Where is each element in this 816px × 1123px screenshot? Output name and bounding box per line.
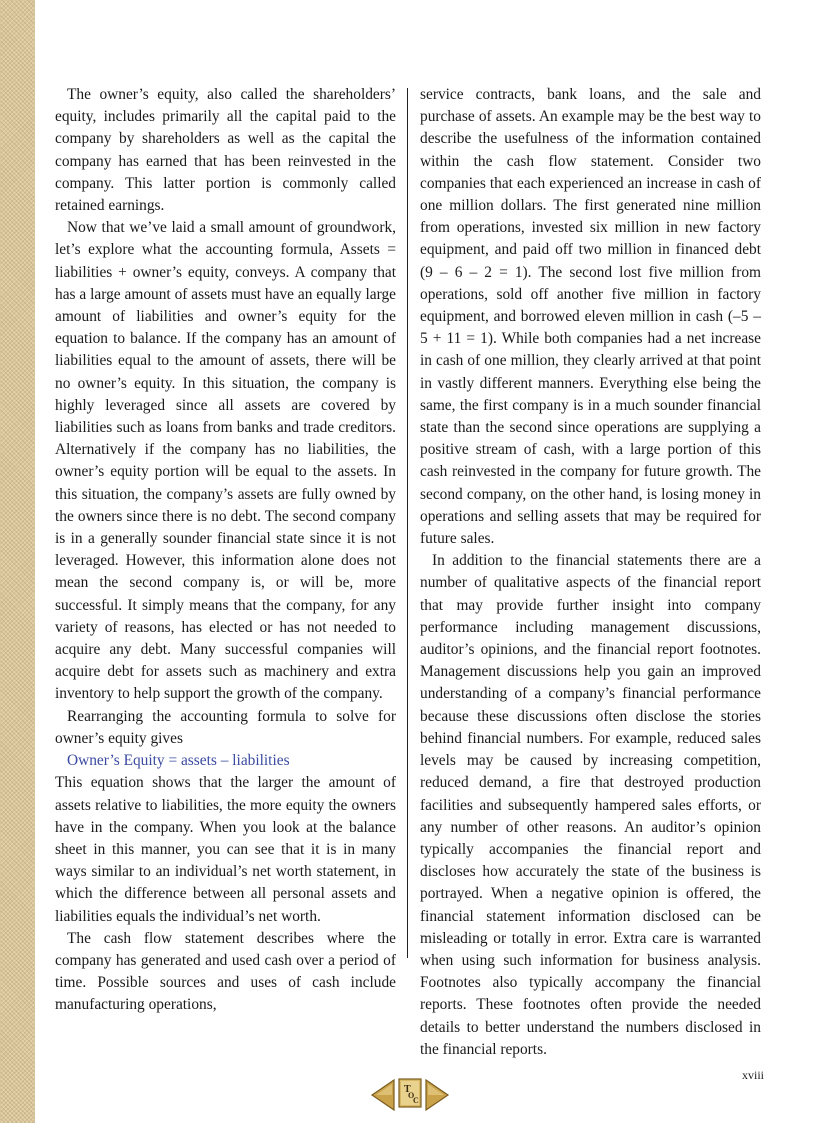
left-column: [55, 84, 396, 1017]
paragraph-cash-flow-statement: The cash flow statement describes where the company has generated and used cash over a period of time. Possible sources and uses of cash include manufacturing operations,: [55, 929, 396, 1014]
toc-letter-t: T: [404, 1084, 411, 1095]
page-number: xviii: [741, 1068, 764, 1082]
paragraph-qualitative-aspects: In addition to the financial statements there are a number of qualitative aspects of the financial report that may provide further insight into company performance including management discussions, auditor’s opinions, and the financial report footnotes. Management discussions help you gain an improved understanding of a company’s financial performance because these discussions often disclose the stories behind financial numbers. For example, reduced sales levels may be caused by increasing competition, reduced demand, a fire that destroyed production facilities and subsequently hampered sales efforts, or any number of other reasons. An auditor’s opinion typically accompanies the financial report and discloses how accurately the state of the business is portrayed. When a negative opinion is offered, the financial statement information disclosed can be misleading or totally in error. Extra care is warranted when using such information for business analysis. Footnotes also typically accompany the financial reports. These footnotes often provide the needed details to better understand the numbers disclosed in the financial reports.: [420, 552, 761, 1058]
paragraph-accounting-formula: Now that we’ve laid a small amount of groundwork, let’s explore what the accounting formula, Assets = liabilities + owner’s equity, conveys. A company that has a large amount of assets must have an equally large amount of liabilities and owner’s equity for the equation to balance. If the company has an amount of liabilities equal to the amount of assets, there will be no owner’s equity. In this situation, the company is highly leveraged since all assets are covered by liabilities such as loans from banks and trade creditors. Alternatively if the company has no liabilities, the owner’s equity portion will be equal to the assets. In this situation, the company’s assets are fully owned by the owners since there is no debt. The second company is in a generally sounder financial state since it is not leveraged. However, this information alone does not mean the second company is, or will be, more successful. It simply means that the company, for any variety of reasons, has elected or has not needed to acquire any debt. Many successful companies will acquire debt for assets such as machinery and extra inventory to help support the growth of the company.: [55, 219, 396, 703]
paragraph-rearranging: Rearranging the accounting formula to solve for owner’s equity gives: [55, 707, 396, 747]
paragraph-cash-flow-example: service contracts, bank loans, and the sale and purchase of assets. An example may be the best way to describe the usefulness of the information contained within the cash flow statement. Consider two companies that each experienced an increase in cash of one million dollars. The first generated nine million from operations, invested six million in new factory equipment, and paid off two million in financed debt (9 – 6 – 2 = 1). The second lost five million from operations, sold off another five million in factory equipment, and borrowed eleven million in cash (–5 – 5 + 11 = 1). While both companies had a net increase in cash of one million, they clearly arrived at that point in vastly different manners. Everything else being the same, the first company is in a much sounder financial state than the second since operations are supplying a positive stream of cash, with a large portion of this cash reinvested in the company for future growth. The second company, on the other hand, is losing money in operations and selling assets that may be required for future sales.: [420, 86, 761, 548]
right-column: [420, 84, 761, 1061]
paragraph-equation-explanation: This equation shows that the larger the amount of assets relative to liabilities, the more equity the owners have in the company. When you look at the balance sheet in this manner, you can see that it is in many ways similar to an individual’s net worth statement, in which the difference between all personal assets and liabilities equals the individual’s net worth.: [55, 774, 396, 925]
next-page-arrow-icon[interactable]: [424, 1078, 450, 1112]
owners-equity-equation: Owner’s Equity = assets – liabilities: [67, 752, 290, 770]
column-divider: [407, 88, 408, 958]
page-navigation: [370, 1078, 450, 1112]
previous-page-arrow-icon[interactable]: [370, 1078, 396, 1112]
table-of-contents-button[interactable]: [398, 1078, 422, 1108]
paragraph-owners-equity: The owner’s equity, also called the shareholders’ equity, includes primarily all the capital paid to the company by shareholders as well as the capital the company has earned that has been reinvested in the company. This latter portion is commonly called retained earnings.: [55, 86, 396, 215]
decorative-side-strip: [0, 0, 35, 1123]
toc-letter-o: O: [408, 1091, 415, 1100]
toc-letter-c: C: [413, 1096, 419, 1105]
